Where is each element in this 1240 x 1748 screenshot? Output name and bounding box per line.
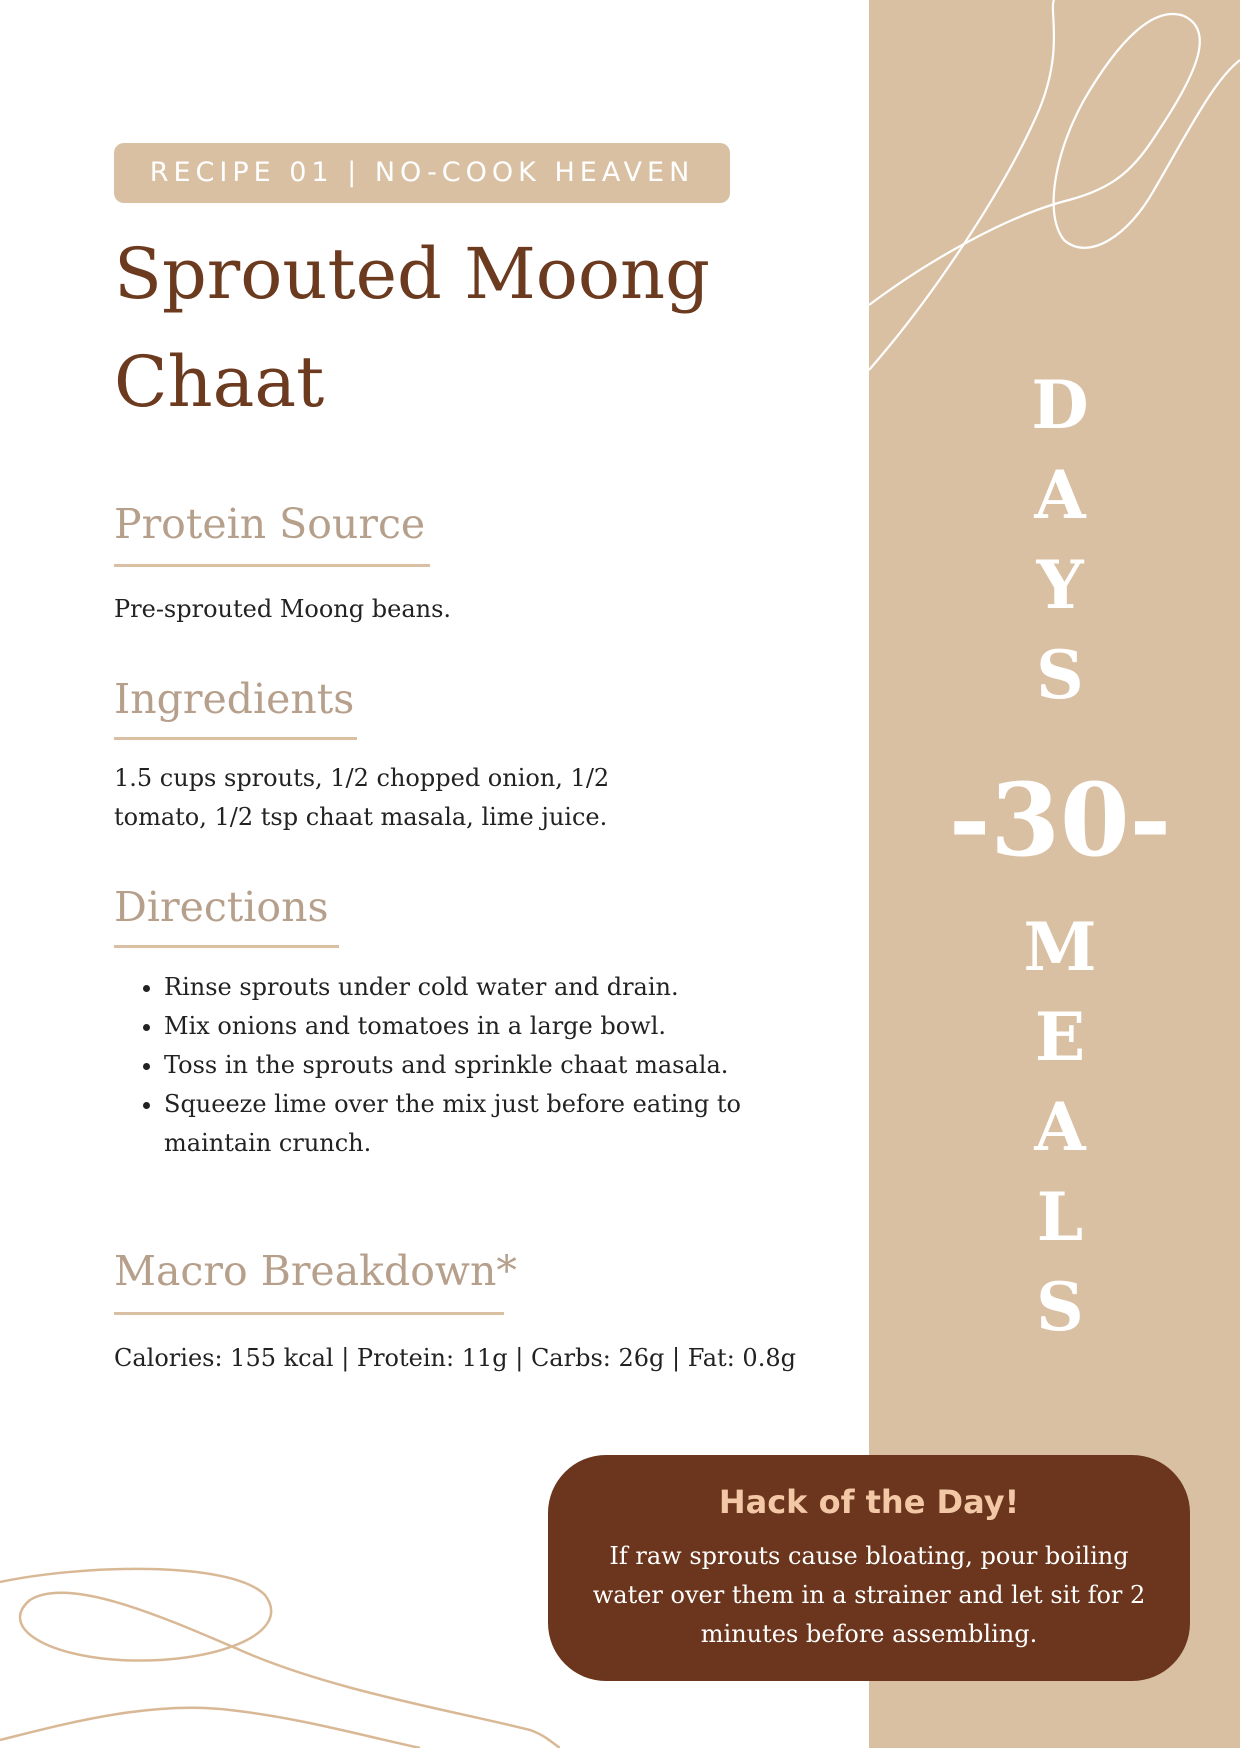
sidebar-letter: A bbox=[1034, 456, 1086, 534]
ingredients-heading-underline bbox=[114, 737, 357, 740]
sidebar-letter: S bbox=[1036, 636, 1084, 714]
directions-list bbox=[114, 968, 784, 1163]
sidebar-letter: S bbox=[1036, 1268, 1084, 1346]
recipe-tag: RECIPE 01 | NO-COOK HEAVEN bbox=[114, 143, 730, 203]
direction-step: • Toss in the sprouts and sprinkle chaat masala. bbox=[164, 1046, 784, 1085]
directions-heading-underline bbox=[114, 945, 339, 948]
sidebar-letter: E bbox=[1034, 998, 1086, 1076]
sidebar-word-meals bbox=[930, 902, 1190, 1352]
sidebar-number: -30- bbox=[948, 761, 1172, 879]
macros-heading-underline bbox=[114, 1312, 504, 1315]
direction-step: • Rinse sprouts under cold water and drain. bbox=[164, 968, 784, 1007]
direction-step: • Squeeze lime over the mix just before eating to maintain crunch. bbox=[164, 1085, 784, 1163]
macros-heading: Macro Breakdown* bbox=[114, 1247, 517, 1295]
protein-heading-underline bbox=[114, 564, 430, 567]
sidebar-letter: Y bbox=[1036, 546, 1084, 624]
sidebar-letter: L bbox=[1036, 1178, 1084, 1256]
ingredients-heading: Ingredients bbox=[114, 675, 355, 723]
decorative-swirl-bottom bbox=[0, 1540, 560, 1748]
ingredients-text: 1.5 cups sprouts, 1/2 chopped onion, 1/2 tomato, 1/2 tsp chaat masala, lime juice. bbox=[114, 764, 610, 831]
directions-heading: Directions bbox=[114, 883, 329, 931]
direction-step: • Mix onions and tomatoes in a large bowl. bbox=[164, 1007, 784, 1046]
protein-text: Pre-sprouted Moong beans. bbox=[114, 595, 452, 623]
sidebar-word-days bbox=[930, 360, 1190, 720]
hack-of-the-day-box bbox=[548, 1455, 1190, 1681]
protein-heading: Protein Source bbox=[114, 500, 426, 548]
macros-text: Calories: 155 kcal | Protein: 11g | Carbs: 26g | Fat: 0.8g bbox=[114, 1344, 796, 1372]
sidebar-letter: D bbox=[1031, 366, 1089, 444]
sidebar-letter: A bbox=[1034, 1088, 1086, 1166]
page-title: Sprouted Moong Chaat bbox=[114, 233, 710, 423]
hack-title: Hack of the Day! bbox=[718, 1483, 1020, 1521]
decorative-swirl-top bbox=[869, 0, 1240, 380]
sidebar-letter: M bbox=[1023, 908, 1097, 986]
hack-text: If raw sprouts cause bloating, pour boiling water over them in a strainer and let sit for 2 minutes before assembling. bbox=[592, 1542, 1146, 1648]
